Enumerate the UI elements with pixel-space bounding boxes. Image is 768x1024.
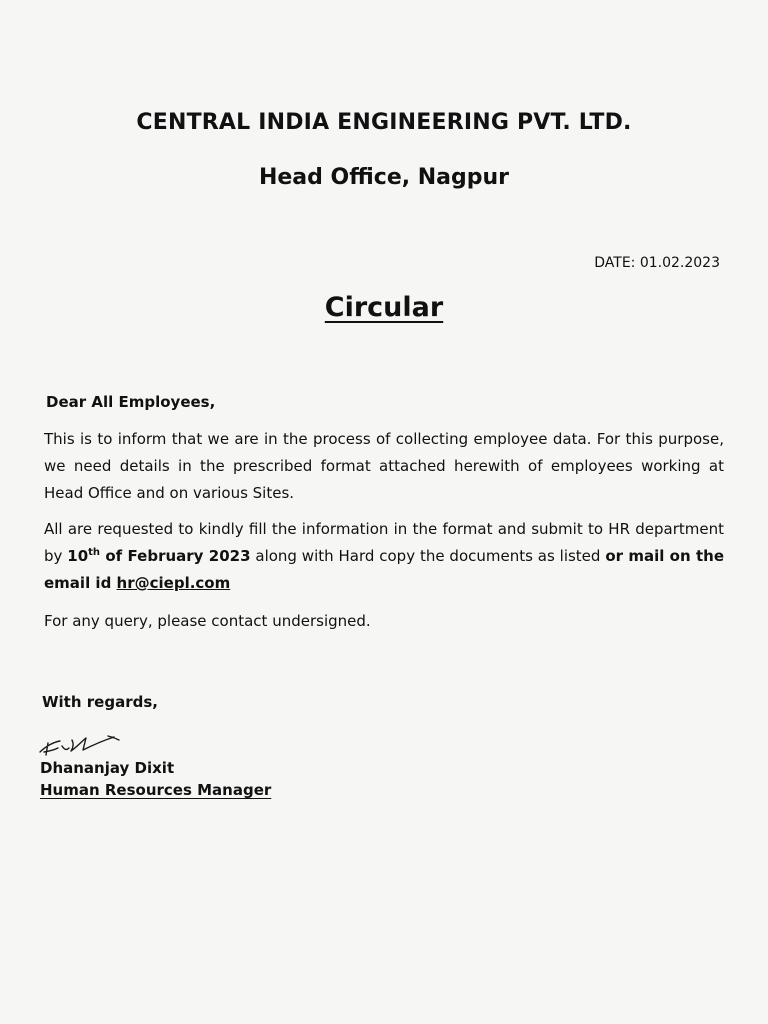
instructions-text-1: All are requested to kindly fill the information in the format and submit to HR department by [44, 520, 724, 565]
hr-email-link[interactable]: hr@ciepl.com [116, 574, 231, 592]
instructions-text-3: or mail on the email id [44, 547, 725, 592]
signer-name: Dhananjay Dixit [40, 759, 175, 777]
paragraph-purpose: This is to inform that we are in the process of collecting employee data. For this purpose, we need details in the prescribed format attached herewith of employees working at Head Office and on various Sites. [44, 430, 724, 502]
company-name: CENTRAL INDIA ENGINEERING PVT. LTD. [136, 110, 632, 135]
signature-image [36, 728, 136, 762]
paragraph-query: For any query, please contact undersigned. [44, 612, 371, 630]
deadline-day-suffix: th [88, 547, 101, 558]
closing-remark: With regards, [42, 693, 158, 711]
deadline-month-year: of February 2023 [100, 547, 251, 565]
office-name: Head Office, Nagpur [258, 165, 510, 190]
salutation: Dear All Employees, [46, 393, 216, 411]
paragraph-instructions [44, 516, 724, 597]
signer-title: Human Resources Manager [40, 781, 272, 799]
document-title: Circular [324, 292, 444, 323]
instructions-text-2: along with Hard copy the documents as listed [250, 547, 606, 565]
deadline-day: 10 [67, 547, 89, 565]
circular-date: DATE: 01.02.2023 [594, 255, 720, 271]
